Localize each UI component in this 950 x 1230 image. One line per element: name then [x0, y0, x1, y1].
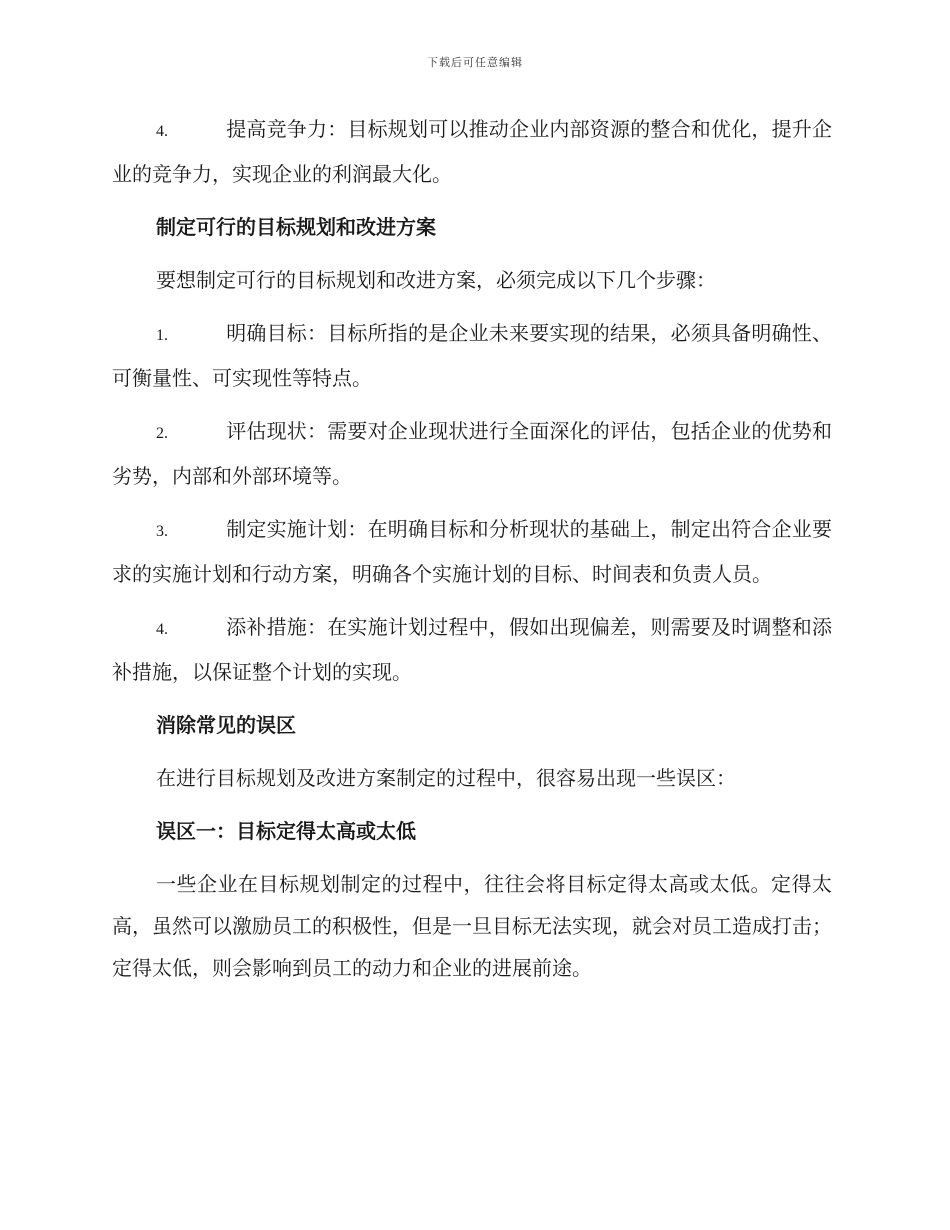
list-item [112, 508, 832, 595]
list-item [112, 312, 832, 399]
list-item-number: 4. [156, 621, 168, 638]
list-item-number: 4. [156, 123, 168, 140]
list-item-text: 添补措施：在实施计划过程中，假如出现偏差，则需要及时调整和添补措施，以保证整个计划的实现。 [112, 615, 832, 684]
list-item [112, 410, 832, 497]
subheading-mistake-one: 误区一：目标定得太高或太低 [156, 819, 416, 843]
paragraph-intro-plan: 要想制定可行的目标规划和改进方案，必须完成以下几个步骤： [156, 268, 716, 292]
list-item-number: 1. [156, 327, 168, 344]
section-heading-plan: 制定可行的目标规划和改进方案 [156, 215, 436, 239]
list-item [112, 606, 832, 693]
section-heading-mistakes: 消除常见的误区 [156, 713, 296, 737]
list-item-number: 3. [156, 523, 168, 540]
list-item-text: 制定实施计划：在明确目标和分析现状的基础上，制定出符合企业要求的实施计划和行动方案，明确各个实施计划的目标、时间表和负责人员。 [112, 517, 832, 586]
page-header-note: 下载后可任意编辑 [427, 56, 523, 69]
list-item-number: 2. [156, 425, 168, 442]
list-item [112, 108, 832, 195]
list-item-text: 评估现状：需要对企业现状进行全面深化的评估，包括企业的优势和劣势，内部和外部环境等。 [112, 419, 832, 488]
paragraph-mistake-one: 一些企业在目标规划制定的过程中，往往会将目标定得太高或太低。定得太高，虽然可以激励员工的积极性，但是一旦目标无法实现，就会对员工造成打击；定得太低，则会影响到员工的动力和企业的进展前途。 [112, 872, 832, 980]
document-body [112, 108, 832, 1000]
paragraph-intro-mistakes: 在进行目标规划及改进方案制定的过程中，很容易出现一些误区： [156, 766, 736, 790]
list-item-text: 明确目标：目标所指的是企业未来要实现的结果，必须具备明确性、可衡量性、可实现性等特点。 [112, 321, 832, 390]
list-item-text: 提高竞争力：目标规划可以推动企业内部资源的整合和优化，提升企业的竞争力，实现企业的利润最大化。 [112, 117, 832, 186]
